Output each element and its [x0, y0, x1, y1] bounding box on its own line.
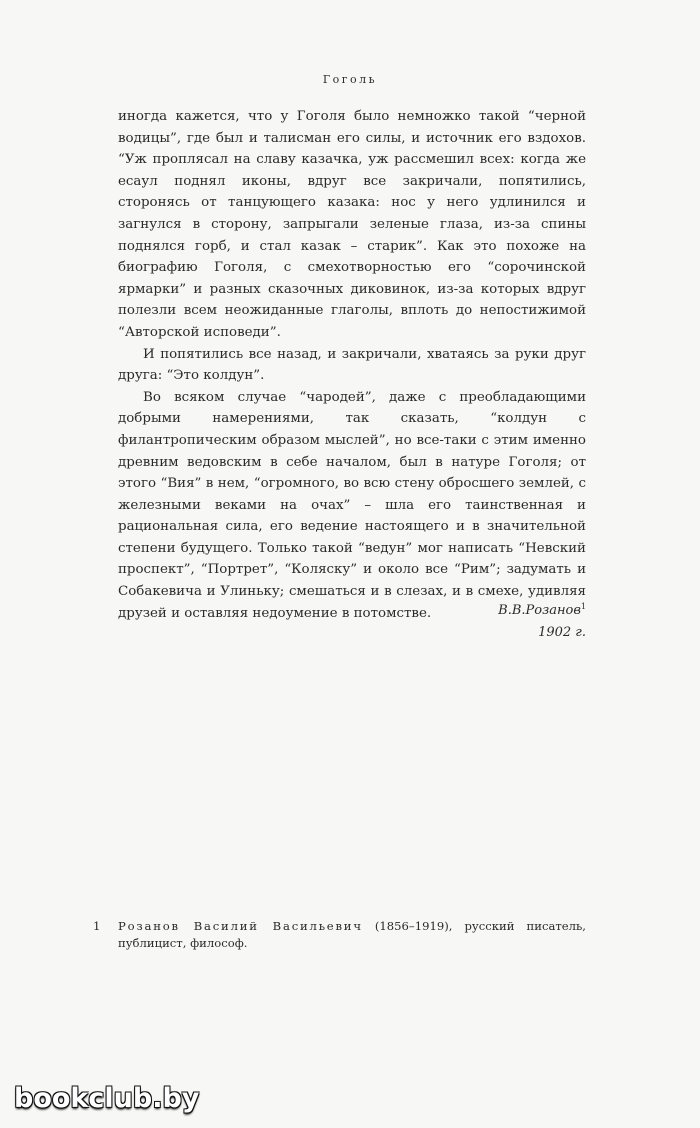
running-header: Гоголь: [322, 73, 378, 86]
main-text: [118, 106, 586, 624]
paragraph-3: Во всяком случае “чародей”, даже с преобладающими добрыми намерениями, так сказать, “колдун с филантропическим образом мыслей”, но все-таки с этим именно древним ведовским в себе началом, был в натуре Гоголя; от этого “Вия” в нем, “огромного, во всю стену обросшего землей, с железными веками на очах” – шла его таинственная и рациональная сила, его ведение настоящего и в значительной степени будущего. Только такой “ведун” мог написать “Невский проспект”, “Портрет”, “Коляску” и около все “Рим”; задумать и Собакевича и Улиньку; смешаться и в слезах, и в смехе, удивляя друзей и оставляя недоумение в потомстве.: [118, 389, 586, 621]
footnote-text: (1856–1919), русский писатель, публицист, философ.: [118, 919, 586, 950]
watermark-logo: bookclub.by: [14, 1083, 200, 1114]
signature-author: В.В.Розанов: [498, 603, 581, 618]
paragraph-2: И попятились все назад, и закричали, хватаясь за руки друг друга: “Это колдун”.: [118, 346, 586, 384]
signature-year: 1902 г.: [538, 624, 586, 640]
paragraph-1: иногда кажется, что у Гоголя было немножко такой “черной водицы”, где был и талисман его силы, и источник его вздохов. “Уж проплясал на славу казачка, уж рассмешил всех: когда же есаул поднял иконы, вдруг все закричали, попятились, сторонясь от танцующего казака: нос у него удлинился и загнулся в сторону, запрыгали зеленые глаза, из-за спины поднялся горб, и стал казак – старик”. Как это похоже на биографию Гоголя, с смехотворностью его “сорочинской ярмарки” и разных сказочных диковинок, из-за которых вдруг полезли всем неожиданные глаголы, вплоть до непостижимой “Авторской исповеди”.: [118, 109, 586, 340]
signature-author-line: [380, 596, 586, 622]
footnote-body: [118, 918, 586, 951]
signature-block: [380, 596, 586, 643]
footnote-number: 1: [93, 919, 101, 933]
footnote-reference: 1: [580, 602, 586, 611]
footnote: [93, 918, 586, 951]
footnote-name: Розанов Василий Васильевич: [118, 919, 363, 933]
